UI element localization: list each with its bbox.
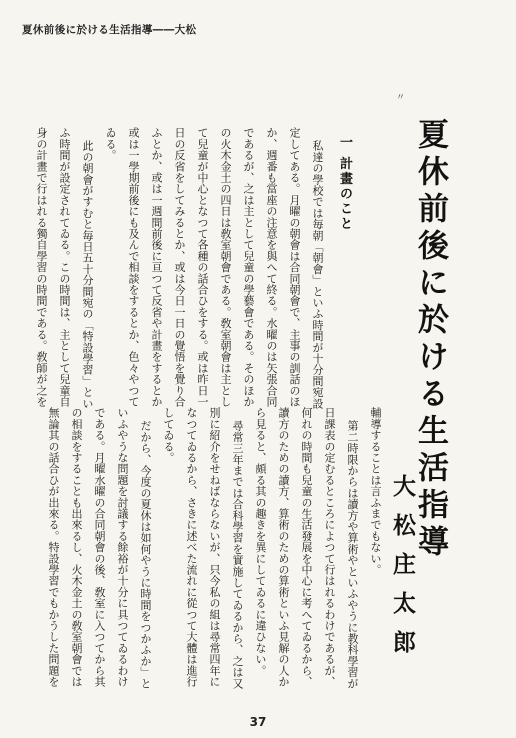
- text-column: 尋常三年までは合科學習を實施してゐるから、之は又: [231, 420, 244, 689]
- text-column: て兒童が中心となつて各種の話合ひをする。或は昨日一: [196, 127, 209, 407]
- text-column: 無論其の話合ひが出來る。特設學習でもかうした問題を: [47, 407, 60, 687]
- author-name: 大松庄太郎: [389, 474, 415, 669]
- text-column: の相談をすることも出來るし、火木金土の敎室朝會では: [70, 407, 83, 687]
- text-column: 私達の學校では毎朝「朝會」といふ時間が十分間宛設: [311, 140, 324, 409]
- text-column: 定してある。月曜の朝會は合同朝會で、主事の訓話のほ: [288, 127, 301, 407]
- page-number: 37: [249, 715, 267, 729]
- text-column: ふとか、或は一週間前後に亘つて反省や計畫をするとか: [150, 127, 163, 407]
- text-column: の火木金土の四日は敎室朝會である。敎室朝會は主とし: [219, 127, 232, 407]
- text-column: 輔導することは言ふまでもない。: [369, 407, 382, 575]
- article-title: 夏休前後に於ける生活指導: [412, 118, 448, 562]
- text-column: 何れの時間も兒童の生活發展を中心に考へてゐるから、: [300, 407, 313, 687]
- text-column: 別に紹介をせねばならないが、只今私の組は尋常四年に: [208, 407, 221, 687]
- text-column: 第二時限からは讀方や算術やといふやうに教科學習が: [346, 420, 359, 689]
- ditto-mark: 〃: [396, 93, 406, 103]
- text-column: か、週番も當座の注意を與へて終る。水曜のは矢張合同: [265, 127, 278, 407]
- section-heading: 一 計畫のこと: [337, 135, 352, 232]
- running-header: 夏休前後に於ける生活指導――大松: [22, 24, 197, 36]
- text-column: 日の反省をしてみるとか、或は今日一日の覺悟を覺り合: [173, 127, 186, 407]
- text-column: なつてゐるから、さきに述べた流れに從つて大體は進行: [185, 407, 198, 687]
- text-column: 此の朝會がすむと毎日五十分間宛の「特設學習」とい: [81, 140, 94, 409]
- text-column: ふ時間が設定されてゐる。この時間は、主として兒童自: [58, 127, 71, 407]
- text-column: 讀方のための讀方、算術のための算術といふ見解の人か: [277, 407, 290, 687]
- text-column: 或は一學期前後にも及んで相談をするとか、色々やつて: [127, 127, 140, 407]
- text-column: 日課表の定むるところによつて行はれるわけであるが、: [323, 407, 336, 687]
- text-column: 身の計畫で行はれる獨自學習の時間である。敎師が之を: [35, 127, 48, 407]
- text-column: であるが、之は主として兒童の學藝會である。そのほか: [242, 127, 255, 407]
- text-column: してゐる。: [162, 407, 175, 463]
- text-column: である。月曜水曜の合同朝會の後、敎室に入つてから其: [93, 407, 106, 687]
- text-column: ら見ると、頗る其の趣きを異にしてゐるに違ひない。: [254, 407, 267, 676]
- text-column: いふやうな問題を討議する餘裕が十分に具つてゐるわけ: [116, 407, 129, 687]
- text-column: だから、今度の夏休は如何やうに時間をつかふか」と: [139, 420, 152, 689]
- text-column: ゐる。: [104, 127, 117, 161]
